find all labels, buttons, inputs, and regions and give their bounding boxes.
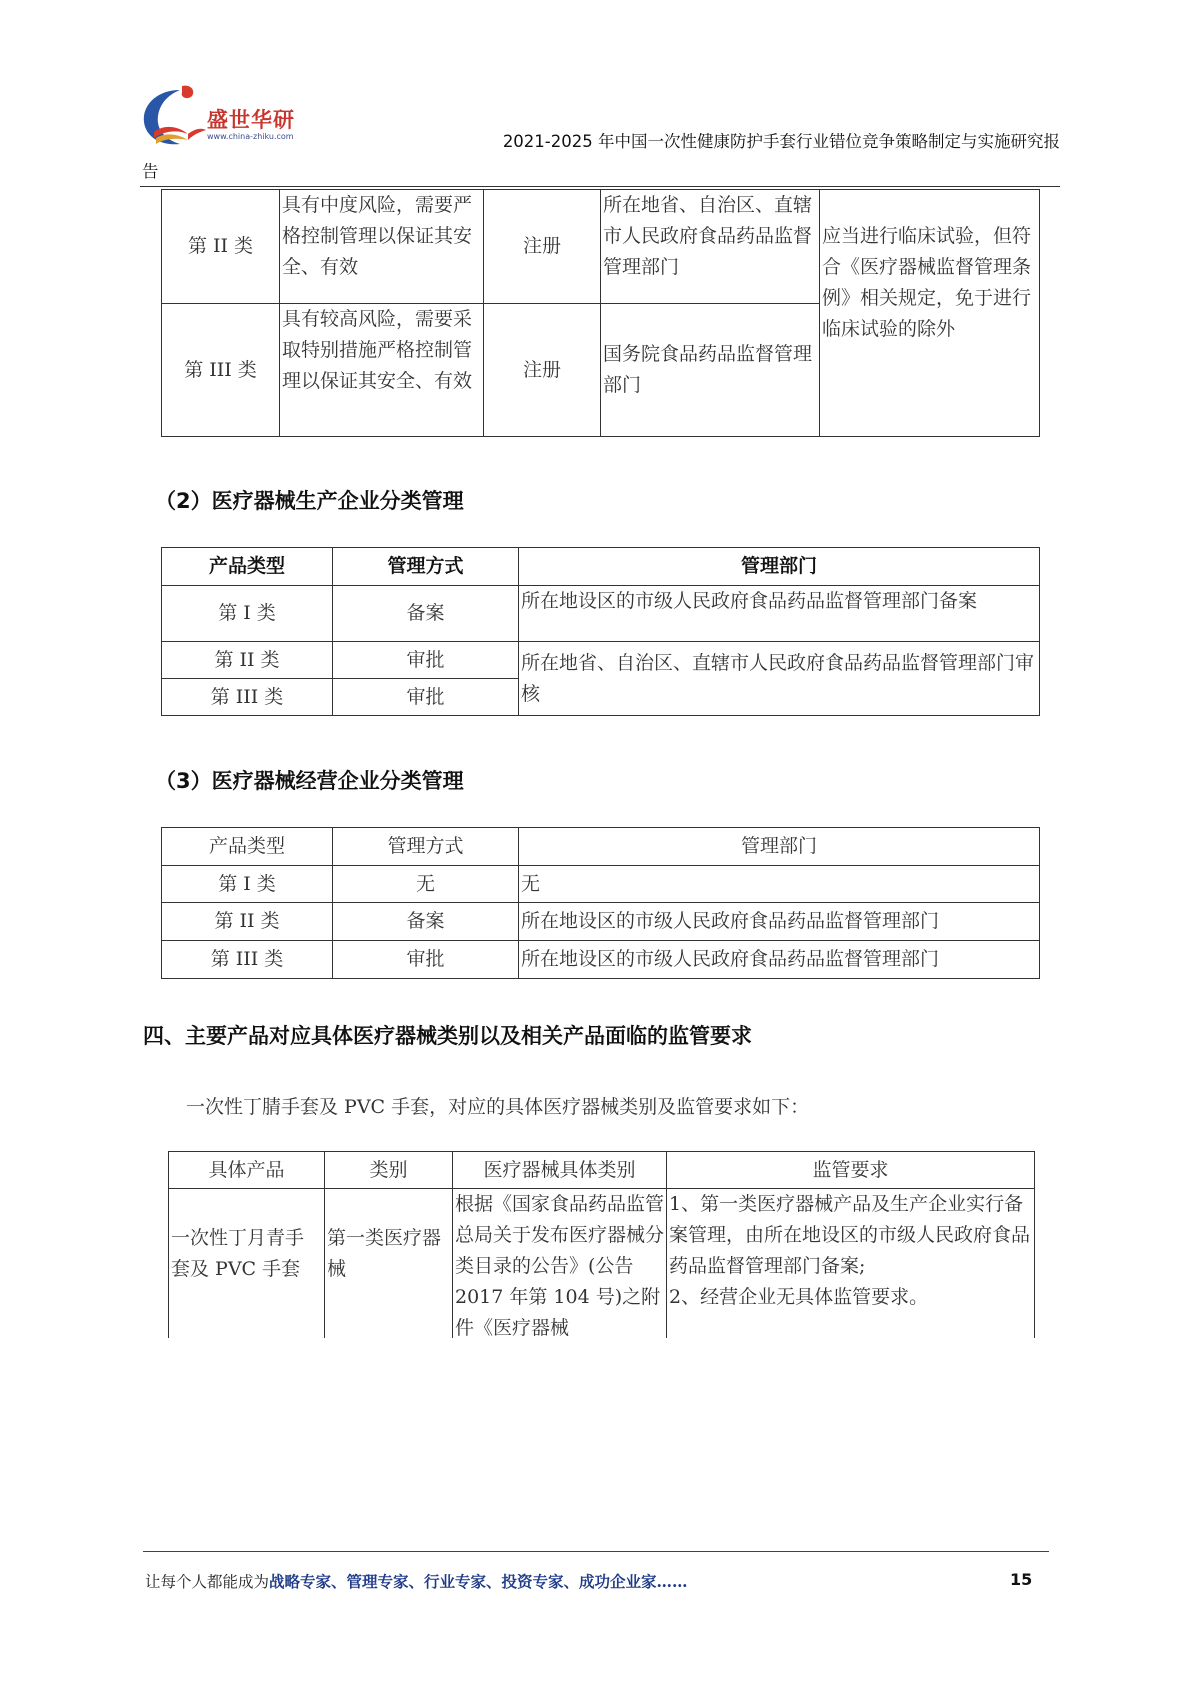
header-product-type: 产品类型 [162,828,333,866]
logo-name: 盛世华研 [207,108,295,132]
risk-cell: 具有中度风险，需要严格控制管理以保证其安全、有效 [280,190,484,304]
table-header-row [169,1152,1035,1189]
dept-cell: 所在地设区的市级人民政府食品药品监督管理部门 [519,903,1040,941]
dept-cell: 所在地省、自治区、直辖市人民政府食品药品监督管理部门 [601,190,820,304]
table-row [169,1189,1035,1339]
header-product: 具体产品 [169,1152,325,1189]
document-title-continued: 告 [142,162,159,181]
footer-prefix: 让每个人都能成为 [145,1573,270,1591]
operation-table [161,827,1040,979]
mode-cell: 备案 [333,586,519,642]
clinical-trial-note: 应当进行临床试验，但符合《医疗器械监督管理条例》相关规定，免于进行临床试验的除外 [820,190,1040,437]
specific-category-cell: 根据《国家食品药品监管总局关于发布医疗器械分类目录的公告》(公告 2017 年第 104 号)之附件《医疗器械 [453,1189,667,1339]
section-heading-operation: （3）医疗器械经营企业分类管理 [155,769,464,793]
type-cell: 第 I 类 [162,586,333,642]
header-product-type: 产品类型 [162,548,333,586]
mode-cell: 审批 [333,679,519,716]
table-row [162,903,1040,941]
requirements-cell [667,1189,1035,1339]
table-row [162,941,1040,979]
mode-cell: 备案 [333,903,519,941]
footer-highlight: 战略专家、管理专家、行业专家、投资专家、成功企业家…… [269,1572,688,1591]
footer-divider [143,1551,1049,1552]
header-management-mode: 管理方式 [333,828,519,866]
type-cell: 第 II 类 [162,903,333,941]
footer-slogan [145,1570,688,1592]
table-row [162,190,1040,304]
table-row [162,642,1040,679]
header-department: 管理部门 [519,828,1040,866]
dept-cell: 国务院食品药品监督管理部门 [601,304,820,437]
production-table [161,547,1040,716]
requirements-table-clip [167,1150,1037,1338]
page-number: 15 [1010,1570,1033,1589]
header-requirements: 监管要求 [667,1152,1035,1189]
table-header-row [162,548,1040,586]
risk-cell: 具有较高风险，需要采取特别措施严格控制管理以保证其安全、有效 [280,304,484,437]
product-cell: 一次性丁月青手套及 PVC 手套 [169,1189,325,1339]
mode-cell: 审批 [333,642,519,679]
dept-cell-merged: 所在地省、自治区、直辖市人民政府食品药品监督管理部门审核 [519,642,1040,716]
dept-cell: 所在地设区的市级人民政府食品药品监督管理部门 [519,941,1040,979]
table-row [162,586,1040,642]
header-specific-category: 医疗器械具体类别 [453,1152,667,1189]
registration-table [161,189,1040,437]
category-cell: 第一类医疗器械 [325,1189,453,1339]
type-cell: 第 I 类 [162,866,333,903]
type-cell: 第 III 类 [162,679,333,716]
class-cell: 第 III 类 [162,304,280,437]
section-heading-products: 四、主要产品对应具体医疗器械类别以及相关产品面临的监管要求 [143,1024,752,1048]
dept-cell: 无 [519,866,1040,903]
header-divider [140,186,1060,187]
table-header-row [162,828,1040,866]
mode-cell: 注册 [484,304,601,437]
header-management-mode: 管理方式 [333,548,519,586]
dept-cell: 所在地设区的市级人民政府食品药品监督管理部门备案 [519,586,1040,642]
mode-cell: 审批 [333,941,519,979]
table-row [162,866,1040,903]
requirement-1: 1、第一类医疗器械产品及生产企业实行备案管理，由所在地设区的市级人民政府食品药品监督管理部门备案; [669,1193,1031,1277]
requirements-table [168,1151,1035,1338]
mode-cell: 无 [333,866,519,903]
document-title: 2021-2025 年中国一次性健康防护手套行业错位竞争策略制定与实施研究报 [502,132,1060,151]
section-heading-production: （2）医疗器械生产企业分类管理 [155,489,464,513]
type-cell: 第 II 类 [162,642,333,679]
class-cell: 第 II 类 [162,190,280,304]
header-category: 类别 [325,1152,453,1189]
logo-url: www.china-zhiku.com [207,132,294,141]
type-cell: 第 III 类 [162,941,333,979]
header-department: 管理部门 [519,548,1040,586]
mode-cell: 注册 [484,190,601,304]
requirement-2: 2、经营企业无具体监管要求。 [669,1286,929,1308]
intro-paragraph: 一次性丁腈手套及 PVC 手套，对应的具体医疗器械类别及监管要求如下： [186,1096,810,1118]
